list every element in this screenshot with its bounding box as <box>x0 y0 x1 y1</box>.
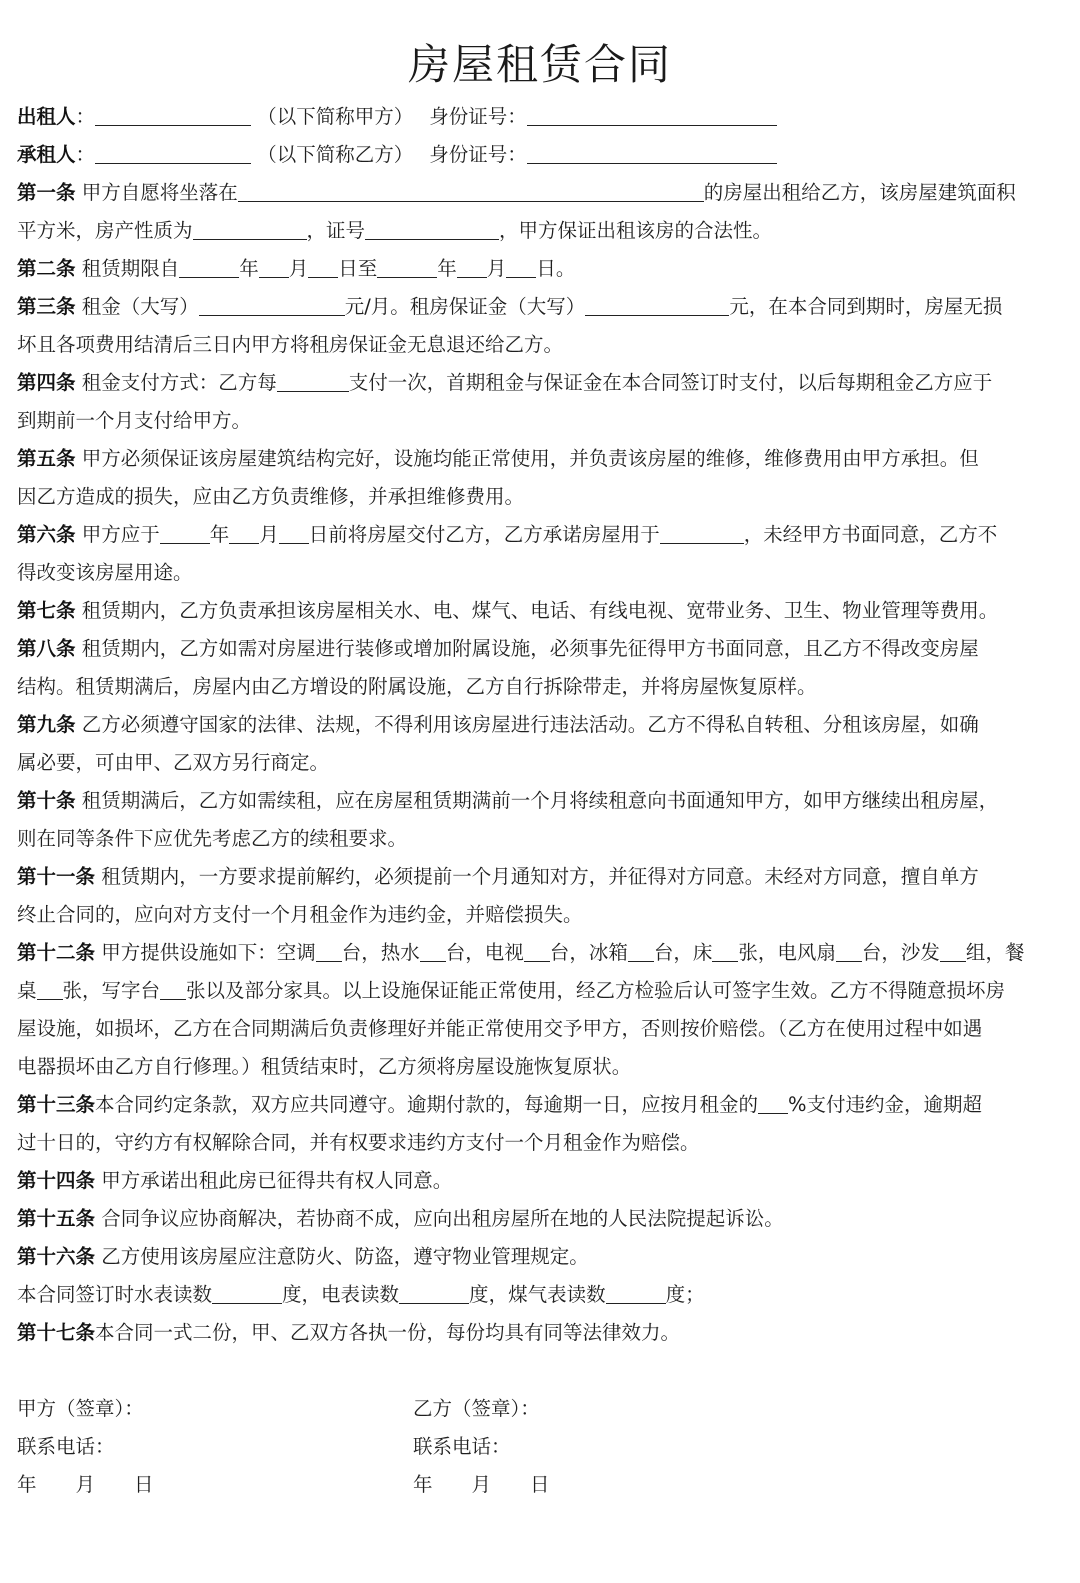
article-15-line <box>17 1207 1067 1231</box>
text: 甲方自愿将坐落在 <box>81 181 238 204</box>
article-5-line-2 <box>17 485 1067 509</box>
text: 张 <box>62 979 83 1002</box>
party-b-signature: 乙方（签章）： <box>413 1397 540 1420</box>
electric-meter-blank[interactable] <box>399 1283 469 1304</box>
text: 租赁期内，乙方负责承担该房屋相关水、电、煤气、电话、有线电视、宽带业务、卫生、物业管理等费用。 <box>81 599 999 622</box>
text: 组 <box>965 941 986 964</box>
party-a-date: 年 月 日 <box>17 1473 154 1496</box>
text: 支付一次，首期租金与保证金在本合同签订时支付，以后每期租金乙方应于 <box>348 371 993 394</box>
payment-period-blank[interactable] <box>277 371 349 392</box>
certificate-no-blank[interactable] <box>365 219 499 240</box>
deposit-blank[interactable] <box>585 295 729 316</box>
text: 桌 <box>17 979 37 1002</box>
text: ，写字台 <box>82 979 161 1002</box>
text: 租赁期满后，乙方如需续租，应在房屋租赁期满前一个月将续租意向书面通知甲方，如甲方继续出租房屋， <box>81 789 999 812</box>
text: 台 <box>653 941 674 964</box>
property-nature-blank[interactable] <box>193 219 307 240</box>
text: 过十日的，守约方有权解除合同，并有权要求违约方支付一个月租金作为赔偿。 <box>17 1131 700 1154</box>
lessee-alias: （以下简称乙方） <box>257 143 404 166</box>
article-6-label: 第六条 <box>17 523 76 546</box>
text: 年 <box>239 257 259 280</box>
document-title: 房屋租赁合同 <box>407 40 672 89</box>
text: 甲方承诺出租此房已征得共有权人同意。 <box>101 1169 453 1192</box>
article-13-line-1 <box>17 1093 1067 1117</box>
text: 张 <box>738 941 758 964</box>
text: 台 <box>861 941 882 964</box>
article-9-line-1 <box>17 713 1067 737</box>
text: 本合同一式二份，甲、乙双方各执一份，每份均具有同等法律效力。 <box>95 1321 681 1344</box>
start-month-blank[interactable] <box>259 257 289 278</box>
article-10-label: 第十条 <box>17 789 76 812</box>
article-2-label: 第二条 <box>17 257 76 280</box>
article-11-label: 第十一条 <box>17 865 96 888</box>
text: 台 <box>341 941 362 964</box>
text: 到期前一个月支付给甲方。 <box>17 409 252 432</box>
gas-meter-blank[interactable] <box>606 1283 666 1304</box>
article-9-label: 第九条 <box>17 713 76 736</box>
text: ，沙发 <box>881 941 940 964</box>
text: 本合同签订时水表读数 <box>17 1283 213 1306</box>
party-b-date: 年 月 日 <box>413 1473 550 1496</box>
article-14-label: 第十四条 <box>17 1169 96 1192</box>
lessee-id-blank[interactable] <box>527 143 777 164</box>
article-4-label: 第四条 <box>17 371 76 394</box>
sofa-count-blank[interactable] <box>940 941 966 962</box>
article-8-line-1 <box>17 637 1067 661</box>
article-2-line <box>17 257 1067 281</box>
text: ，煤气表读数 <box>488 1283 606 1306</box>
text: 终止合同的，应向对方支付一个月租金作为违约金，并赔偿损失。 <box>17 903 583 926</box>
text: 月 <box>486 257 507 280</box>
penalty-percent-blank[interactable] <box>758 1093 788 1114</box>
lessor-id-blank[interactable] <box>527 105 777 126</box>
article-10-line-1 <box>17 789 1067 813</box>
lessor-alias: （以下简称甲方） <box>257 105 404 128</box>
article-16-line <box>17 1245 1067 1269</box>
lessor-line <box>17 105 1067 129</box>
handover-day-blank[interactable] <box>279 523 309 544</box>
text: 台 <box>445 941 466 964</box>
article-14-line <box>17 1169 1067 1193</box>
colon: ： <box>75 105 96 128</box>
text: 合同争议应协商解决，若协商不成，应向出租房屋所在地的人民法院提起诉讼。 <box>101 1207 784 1230</box>
text: ，床 <box>673 941 713 964</box>
lessor-name-blank[interactable] <box>95 105 251 126</box>
article-16-label: 第十六条 <box>17 1245 96 1268</box>
text: ，甲方保证出租该房的合法性。 <box>499 219 773 242</box>
start-year-blank[interactable] <box>179 257 239 278</box>
table-count-blank[interactable] <box>37 979 63 1000</box>
article-12-line-3 <box>17 1017 1067 1041</box>
article-3-label: 第三条 <box>17 295 76 318</box>
article-11-line-1 <box>17 865 1067 889</box>
text: 电器损坏由乙方自行修理。）租赁结束时，乙方须将房屋设施恢复原状。 <box>17 1055 632 1078</box>
text: 年 <box>209 523 230 546</box>
article-12-line-2 <box>17 979 1067 1003</box>
article-6-line-1 <box>17 523 1067 547</box>
article-17-line <box>17 1321 1067 1345</box>
text: 度； <box>665 1283 705 1306</box>
party-b-phone: 联系电话： <box>413 1435 511 1458</box>
text: 日。 <box>536 257 576 280</box>
text: 乙方使用该房屋应注意防火、防盗，遵守物业管理规定。 <box>101 1245 589 1268</box>
text: 租赁期内，乙方如需对房屋进行装修或增加附属设施，必须事先征得甲方书面同意，且乙方不得改变房屋 <box>81 637 979 660</box>
text: 因乙方造成的损失，应由乙方负责维修，并承担维修费用。 <box>17 485 525 508</box>
article-8-line-2 <box>17 675 1067 699</box>
text: 租金支付方式：乙方每 <box>81 371 277 394</box>
article-10-line-2 <box>17 827 1067 851</box>
party-a-phone: 联系电话： <box>17 1435 115 1458</box>
fan-count-blank[interactable] <box>836 941 862 962</box>
rent-blank[interactable] <box>199 295 345 316</box>
article-9-line-2 <box>17 751 1067 775</box>
article-7-label: 第七条 <box>17 599 76 622</box>
article-12-line-4 <box>17 1055 1067 1079</box>
text: 坏且各项费用结清后三日内甲方将租房保证金无息退还给乙方。 <box>17 333 564 356</box>
address-blank[interactable] <box>238 181 704 202</box>
article-13-label: 第十三条 <box>17 1093 96 1116</box>
text: ，热水 <box>361 941 420 964</box>
text: 甲方提供设施如下：空调 <box>101 941 316 964</box>
article-1-line-2 <box>17 219 1067 243</box>
text: 则在同等条件下应优先考虑乙方的续租要求。 <box>17 827 408 850</box>
ac-count-blank[interactable] <box>316 941 342 962</box>
text: 日前将房屋交付乙方，乙方承诺房屋用于 <box>308 523 660 546</box>
text: 度 <box>469 1283 489 1306</box>
text: 得改变该房屋用途。 <box>17 561 193 584</box>
meter-readings-line <box>17 1283 1067 1307</box>
start-day-blank[interactable] <box>308 257 338 278</box>
end-day-blank[interactable] <box>506 257 536 278</box>
text: 结构。租赁期满后，房屋内由乙方增设的附属设施，乙方自行拆除带走，并将房屋恢复原样。 <box>17 675 817 698</box>
article-4-line-2 <box>17 409 1067 433</box>
text: ，证号 <box>306 219 366 242</box>
article-3-line-1 <box>17 295 1067 319</box>
text: 租金（大写） <box>81 295 199 318</box>
lessee-line <box>17 143 1067 167</box>
text: 屋设施，如损坏，乙方在合同期满后负责修理好并能正常使用交予甲方，否则按价赔偿。（乙方在使用过程中如遇 <box>17 1017 983 1040</box>
article-12-line-1 <box>17 941 1067 965</box>
party-a-signature: 甲方（签章）： <box>17 1397 144 1420</box>
text: 台 <box>549 941 570 964</box>
lessee-id-label: 身份证号： <box>429 143 527 166</box>
text: ，未经甲方书面同意，乙方不 <box>743 523 998 546</box>
handover-month-blank[interactable] <box>229 523 259 544</box>
text: ，冰箱 <box>569 941 628 964</box>
text: 属必要，可由甲、乙双方另行商定。 <box>17 751 330 774</box>
bed-count-blank[interactable] <box>712 941 738 962</box>
text: 张以及部分家具。以上设施保证能正常使用，经乙方检验后认可签字生效。乙方不得随意损坏房 <box>186 979 1006 1002</box>
water-meter-blank[interactable] <box>212 1283 282 1304</box>
article-11-line-2 <box>17 903 1067 927</box>
article-5-label: 第五条 <box>17 447 76 470</box>
text: 年 <box>437 257 457 280</box>
water-heater-count-blank[interactable] <box>420 941 446 962</box>
text: 甲方应于 <box>81 523 160 546</box>
text: 租赁期限自 <box>81 257 180 280</box>
text: ，电表读数 <box>301 1283 400 1306</box>
article-1-line-1 <box>17 181 1067 205</box>
text: ，电视 <box>465 941 524 964</box>
article-13-line-2 <box>17 1131 1067 1155</box>
end-year-blank[interactable] <box>377 257 437 278</box>
text: 的房屋出租给乙方，该房屋建筑面积 <box>703 181 1016 204</box>
end-month-blank[interactable] <box>457 257 487 278</box>
article-5-line-1 <box>17 447 1067 471</box>
article-8-label: 第八条 <box>17 637 76 660</box>
article-3-line-2 <box>17 333 1067 357</box>
lessor-id-label: 身份证号： <box>429 105 527 128</box>
text: 本合同约定条款，双方应共同遵守。逾期付款的，每逾期一日，应按月租金的 <box>95 1093 759 1116</box>
text: 月 <box>288 257 309 280</box>
article-7-line <box>17 599 1067 623</box>
text: 度 <box>282 1283 302 1306</box>
article-4-line-1 <box>17 371 1067 395</box>
desk-count-blank[interactable] <box>160 979 186 1000</box>
text: 甲方必须保证该房屋建筑结构完好，设施均能正常使用，并负责该房屋的维修，维修费用由甲方承担。但 <box>81 447 979 470</box>
usage-blank[interactable] <box>660 523 744 544</box>
lessee-name-blank[interactable] <box>95 143 251 164</box>
colon: ： <box>75 143 96 166</box>
text: 平方米，房产性质为 <box>17 219 193 242</box>
lessor-label: 出租人 <box>17 105 76 128</box>
text: 元/月。租房保证金（大写） <box>344 295 586 318</box>
text: 日至 <box>338 257 378 280</box>
tv-count-blank[interactable] <box>524 941 550 962</box>
text: 元，在本合同到期时，房屋无损 <box>729 295 1003 318</box>
text: ，电风扇 <box>757 941 836 964</box>
text: 乙方必须遵守国家的法律、法规，不得利用该房屋进行违法活动。乙方不得私自转租、分租该房屋，如确 <box>81 713 979 736</box>
article-15-label: 第十五条 <box>17 1207 96 1230</box>
fridge-count-blank[interactable] <box>628 941 654 962</box>
text: %支付违约金，逾期超 <box>788 1093 983 1116</box>
handover-year-blank[interactable] <box>160 523 210 544</box>
article-1-label: 第一条 <box>17 181 76 204</box>
text: 租赁期内，一方要求提前解约，必须提前一个月通知对方，并征得对方同意。未经对方同意，擅自单方 <box>101 865 979 888</box>
article-17-label: 第十七条 <box>17 1321 96 1344</box>
article-12-label: 第十二条 <box>17 941 96 964</box>
lessee-label: 承租人 <box>17 143 76 166</box>
text: ，餐 <box>985 941 1025 964</box>
text: 月 <box>259 523 279 546</box>
article-6-line-2 <box>17 561 1067 585</box>
